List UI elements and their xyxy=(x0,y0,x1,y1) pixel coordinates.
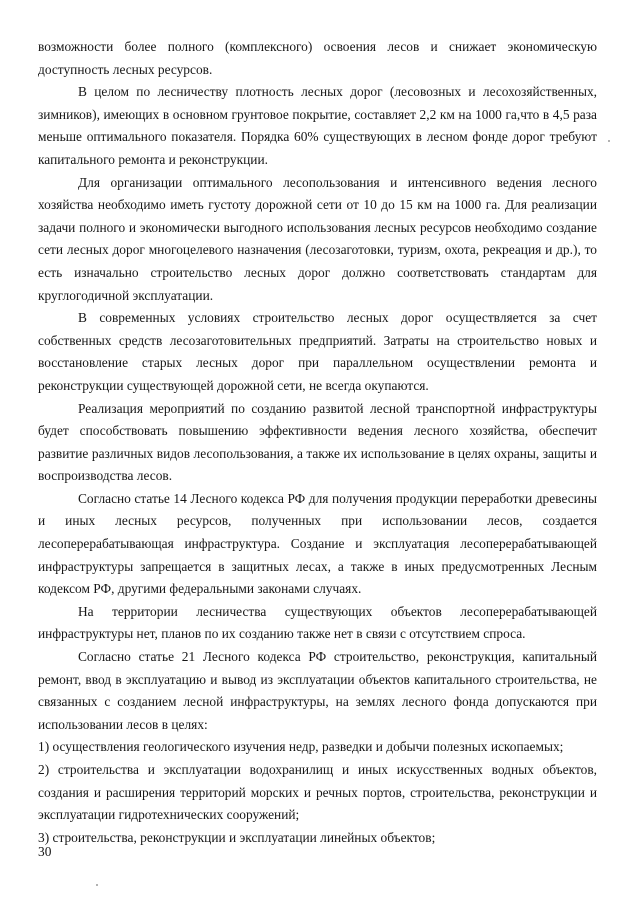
scan-speck xyxy=(96,884,98,886)
list-item-linear-objects: 3) строительства, реконструкции и эксплуатации линейных объектов; xyxy=(38,829,436,845)
paragraph-road-density: В целом по лесничеству плотность лесных дорог (лесовозных и лесохозяйственных, зимников), имеющих в основном грунтовое покрытие, составляет 2,2 км на 1000 га,что в 4,5 раза меньше оптимального показателя. Порядка 60% существующих в лесном фонде дорог требуют капитального ремонта и реконструкции. xyxy=(38,84,597,167)
list-item-geology: 1) осуществления геологического изучения недр, разведки и добычи полезных ископаемых; xyxy=(38,739,564,755)
paragraph-road-funding: В современных условиях строительство лесных дорог осуществляется за счет собственных средств лесозаготовительных предприятий. Затраты на строительство новых и восстановление старых лесных дорог при параллельном осуществлении ремонта и реконструкции существующей дорожной сети, не всегда окупаются. xyxy=(38,310,597,393)
list-item-water-objects: 2) строительства и эксплуатации водохранилищ и иных искусственных водных объектов, создания и расширения территорий морских и речных портов, строительства, реконструкции и эксплуатации гидротехнических сооружений; xyxy=(38,762,597,823)
scan-speck xyxy=(608,140,610,142)
paragraph-article-14: Согласно статье 14 Лесного кодекса РФ для получения продукции переработки древесины и иных лесных ресурсов, полученных при использовании лесов, создается лесоперерабатывающая инфраструктура. Создание и эксплуатация лесоперерабатывающей инфраструктуры запрещается в защитных лесах, а также в иных предусмотренных Лесным кодексом РФ, другими федеральными законами случаях. xyxy=(38,490,597,597)
paragraph-processing-infrastructure: На территории лесничества существующих объектов лесоперерабатывающей инфраструктуры нет, планов по их созданию также нет в связи с отсутствием спроса. xyxy=(38,603,597,642)
page-body xyxy=(38,36,597,849)
paragraph-continuation: возможности более полного (комплексного) освоения лесов и снижает экономическую доступность лесных ресурсов. xyxy=(38,39,597,77)
paragraph-article-21: Согласно статье 21 Лесного кодекса РФ строительство, реконструкция, капитальный ремонт, ввод в эксплуатацию и вывод из эксплуатации объектов капитального строительства, не связанных с созданием лесной инфраструктуры, на землях лесного фонда допускаются при использовании лесов в целях: xyxy=(38,649,597,732)
paragraph-road-network-requirements: Для организации оптимального лесопользования и интенсивного ведения лесного хозяйства необходимо иметь густоту дорожной сети от 10 до 15 км на 1000 га. Для реализации задачи полного и экономически выгодного использования лесных ресурсов необходимо создание сети лесных дорог многоцелевого назначения (лесозаготовки, туризм, охота, рекреация и др.), то есть изначально строительство лесных дорог должно соответствовать стандартам для круглогодичной эксплуатации. xyxy=(38,174,597,303)
paragraph-transport-infrastructure: Реализация мероприятий по созданию развитой лесной транспортной инфраструктуры будет способствовать повышению эффективности ведения лесного хозяйства, обеспечит развитие различных видов лесопользования, а также их использование в целях охраны, защиты и воспроизводства лесов. xyxy=(38,400,597,484)
page-number: 30 xyxy=(38,844,52,859)
